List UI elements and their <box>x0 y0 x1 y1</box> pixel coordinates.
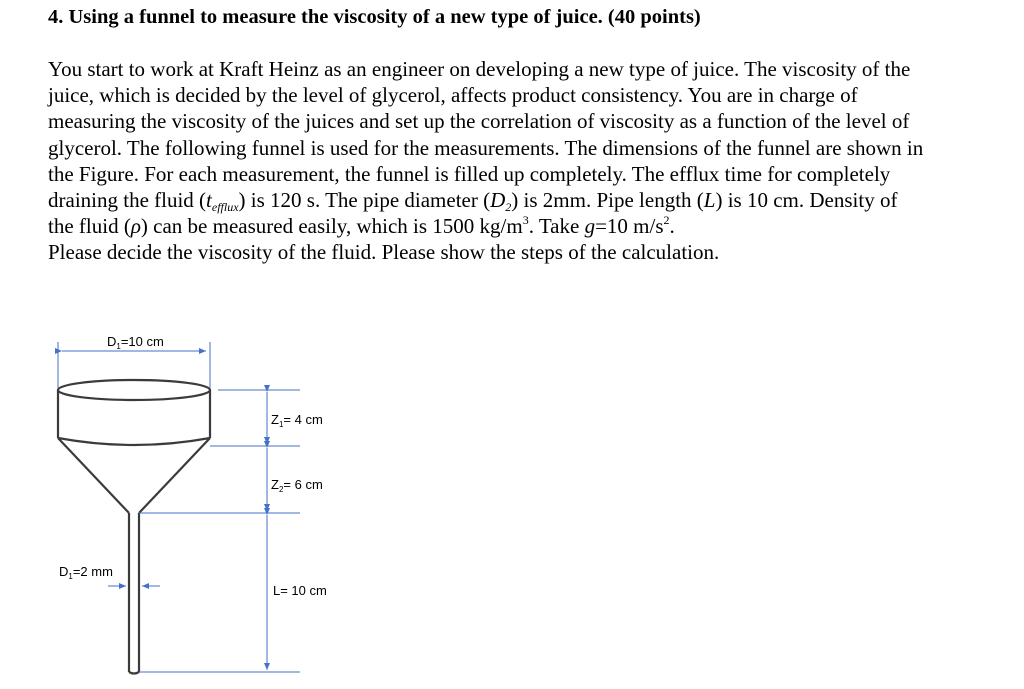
l-label: L= 10 cm <box>273 583 327 598</box>
funnel-cylinder-bottom <box>58 438 210 445</box>
efflux-time-symbol: t <box>206 188 212 213</box>
funnel-cone-right <box>139 438 210 513</box>
body-line-7: the fluid (ρ) can be measured easily, which is 1500 $kg/m^3$. Take g=10 $m/s^2$. <box>48 213 675 239</box>
question-body <box>48 56 1023 266</box>
reference-lines <box>58 342 300 672</box>
body-line-1: You start to work at Kraft Heinz as an engineer on developing a new type of juice. The viscosity of the <box>48 57 911 81</box>
body-line-5: the Figure. For each measurement, the funnel is filled up completely. The efflux time for completely <box>48 161 891 186</box>
body-line-3: measuring the viscosity of the juices and set up the correlation of viscosity as a function of the level of <box>48 109 910 134</box>
pipe-diameter-symbol: D <box>490 188 506 213</box>
question-title: 4. Using a funnel to measure the viscosity of a new type of juice. (40 points) <box>48 6 701 28</box>
gravity-symbol: g <box>584 214 596 239</box>
density-symbol: ρ <box>130 214 141 239</box>
body-line-2: juice, which is decided by the level of glycerol, affects product consistency. You are in charge of <box>48 83 858 108</box>
funnel-pipe-bottom <box>129 672 139 674</box>
funnel-figure <box>0 320 400 689</box>
d1-label: $D_1=10$ cm <box>107 334 164 351</box>
funnel-outline <box>58 380 210 674</box>
funnel-cone-left <box>58 438 129 513</box>
body-line-6: draining the fluid $(t_{efflux})$ is 120 s. The pipe diameter $(D_2)$ is 2mm. Pipe length (L) is 10 cm. Density of <box>48 188 898 215</box>
funnel-top-rim <box>58 380 210 400</box>
z2-label: $Z_2= 6$ cm <box>271 477 323 494</box>
body-line-4: glycerol. The following funnel is used for the measurements. The dimensions of the funnel are shown in <box>48 135 924 160</box>
pipe-length-symbol: L <box>703 188 716 213</box>
d2-label: $D_1=2$ mm <box>59 564 113 581</box>
funnel-diagram <box>0 320 400 689</box>
body-line-8: Please decide the viscosity of the fluid. Please show the steps of the calculation. <box>48 240 720 265</box>
z1-label: $Z_1= 4$ cm <box>271 412 323 429</box>
